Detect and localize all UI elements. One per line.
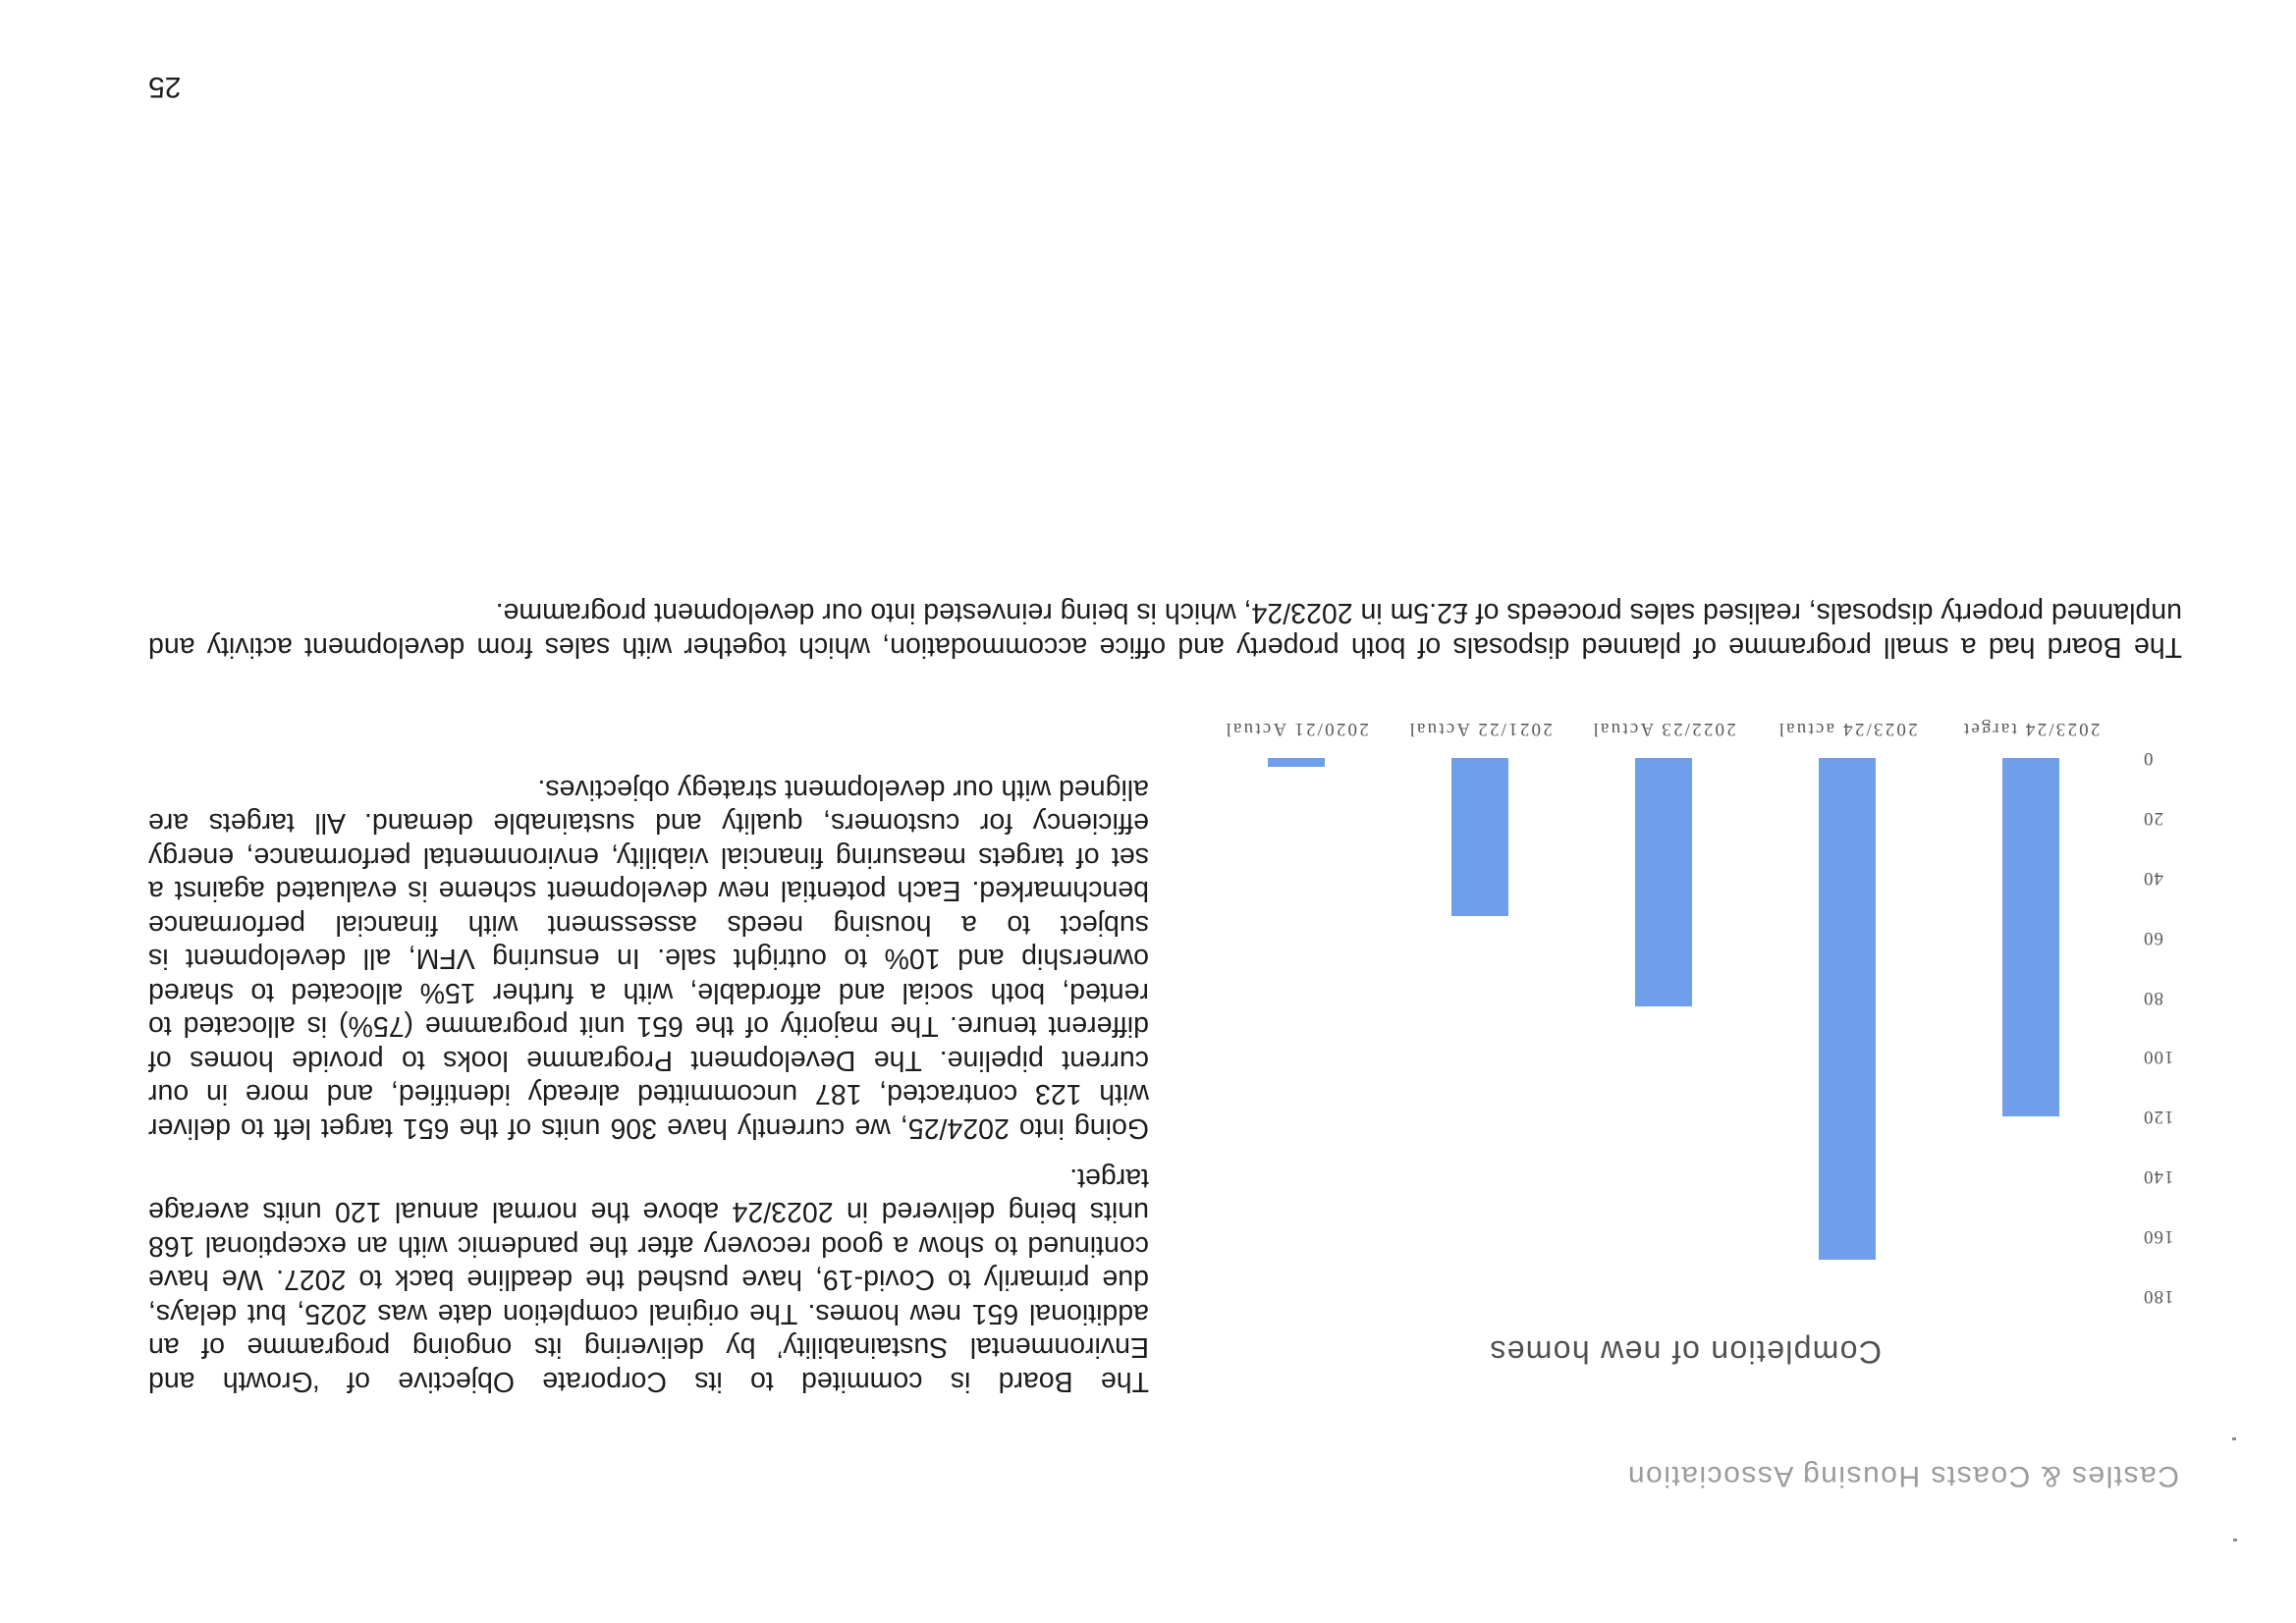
text-column (148, 773, 1149, 1399)
x-axis-category-label: 2022/23 Actual (1591, 719, 1736, 739)
text-line: The Board had a small programme of planned disposals of both property and office accommodation, which together with sales from development activity and (148, 631, 2182, 663)
y-axis-tick-label: 120 (2143, 1107, 2174, 1128)
y-axis-tick-label: 100 (2143, 1047, 2174, 1068)
x-axis-category-label: 2020/21 Actual (1224, 719, 1369, 739)
paragraph-development-programme (148, 773, 1149, 1146)
page-number: 25 (148, 71, 182, 103)
y-axis-tick-label: 180 (2143, 1286, 2174, 1307)
text-line: with 123 contracted, 187 uncommitted already identified, and more in our (148, 1078, 1149, 1110)
text-line: target. (1069, 1163, 1149, 1194)
chart-title: Completion of new homes (1489, 1334, 1882, 1370)
text-line: subject to a housing needs assessment with financial performance (148, 909, 1149, 941)
bar-2023-24-actual (1819, 758, 1876, 1260)
bar-chart (1157, 680, 2296, 1623)
text-line: due primarily to Covid-19, have pushed the deadline back to 2027. We have (148, 1264, 1149, 1296)
text-line: Going into 2024/25, we currently have 306 units of the 651 target left to deliver (148, 1112, 1149, 1144)
paragraph-disposals (148, 596, 2182, 664)
bar-2023-24-target (2002, 758, 2059, 1116)
x-axis-category-label: 2023/24 target (1961, 719, 2101, 739)
text-line: ownership and 10% to outright sale. In ensuring VFM, all development is (148, 943, 1149, 975)
text-line: benchmarked. Each potential new development scheme is evaluated against a (148, 875, 1149, 907)
bar-2022-23-actual (1635, 758, 1692, 1006)
x-axis-category-label: 2021/22 Actual (1407, 719, 1553, 739)
text-line: additional 651 new homes. The original completion date was 2025, but delays, (148, 1298, 1149, 1329)
y-axis-tick-label: 80 (2143, 987, 2163, 1008)
text-line: aligned with our development strategy objectives. (537, 774, 1149, 805)
text-line: continued to show a good recovery after the pandemic with an exceptional 168 (148, 1230, 1149, 1262)
bar-2020-21-actual (1268, 758, 1325, 767)
text-line: rented, both social and affordable, with a further 15% allocated to shared (148, 977, 1149, 1008)
y-axis-tick-label: 40 (2143, 867, 2163, 889)
text-line: efficiency for customers, quality and sustainable demand. All targets are (148, 807, 1149, 839)
text-line: The Board is commited to its Corporate Objective of ‘Growth and (148, 1366, 1149, 1397)
paragraph-development-objective (148, 1162, 1149, 1399)
text-line: units being delivered in 2023/24 above the normal annual 120 units average (148, 1196, 1149, 1228)
text-line: set of targets measuring financial viability, environmental performance, energy (148, 841, 1149, 873)
organization-header: Castles & Coasts Housing Association (1626, 1460, 2179, 1492)
y-axis-tick-label: 20 (2143, 807, 2163, 829)
y-axis-tick-label: 140 (2143, 1166, 2174, 1188)
text-line: different tenure. The majority of the 651 unit programme (75%) is allocated to (148, 1010, 1149, 1043)
bar-2021-22-actual (1451, 758, 1508, 916)
x-axis-category-label: 2023/24 actual (1777, 719, 1918, 739)
text-line: Environmental Sustainability’ by delivering its ongoing programme of an (148, 1331, 1149, 1364)
y-axis-tick-label: 160 (2143, 1226, 2174, 1248)
text-line: unplanned property disposals, realised sales proceeds of £2.5m in 2023/24, which is being reinvested into our development programme. (495, 597, 2182, 629)
y-axis-tick-label: 60 (2143, 927, 2163, 948)
text-line: current pipeline. The Development Programme looks to provide homes of (148, 1045, 1149, 1076)
y-axis-tick-label: 0 (2143, 748, 2154, 769)
